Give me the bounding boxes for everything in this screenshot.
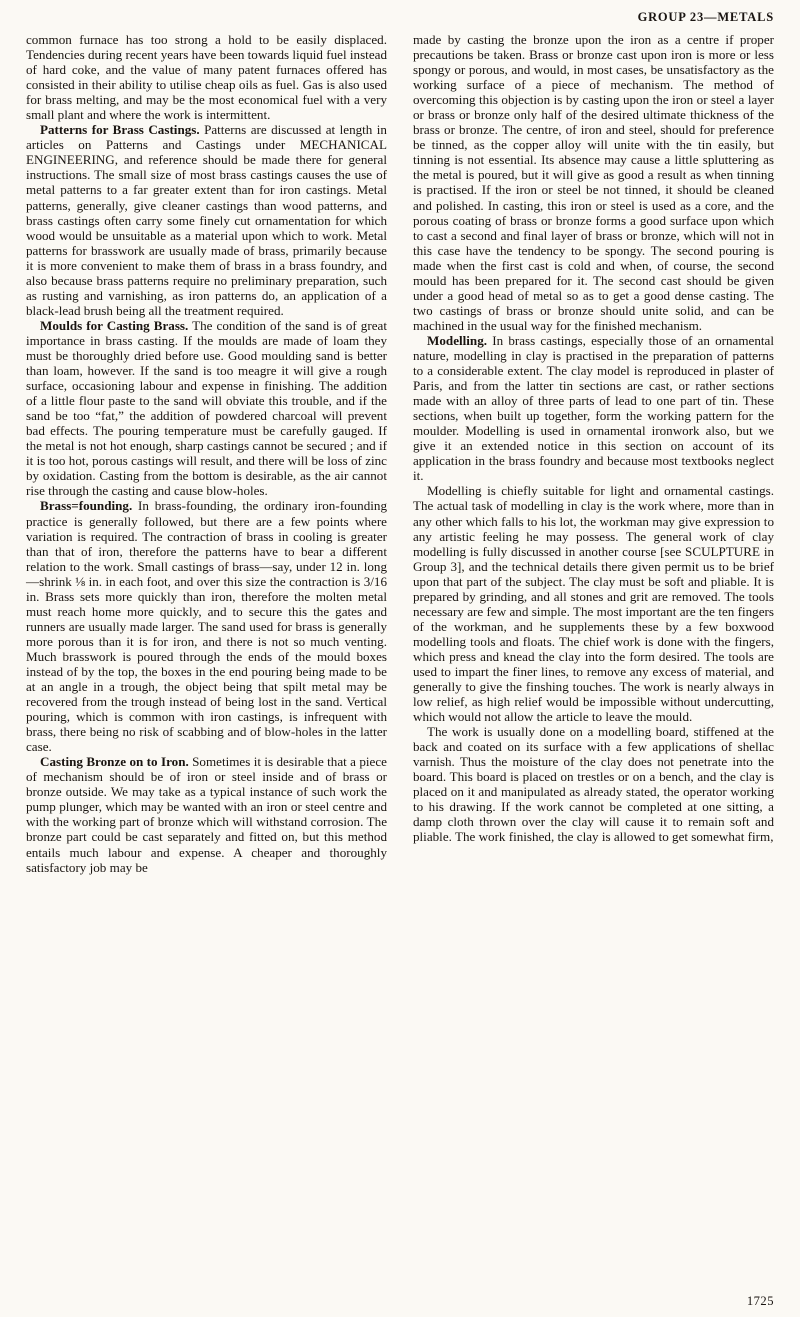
left-column	[26, 32, 387, 875]
running-head: GROUP 23—METALS	[637, 10, 774, 24]
paragraph-continued: made by casting the bronze upon the iron as a centre if proper precautions be taken. Brass or bronze cast upon iron is more or less spongy or porous, and would, in most cases, be unsatisfactory as the working surface of a piece of mechanism. The method of overcoming this objection is by casting upon the iron or steel a layer or brass or bronze only half of the desired ultimate thickness of the brass or bronze. The centre, of iron and steel, should for preference be tinned, as the copper alloy will unite with the tin easily, but tinning is not essential. Its absence may cause a little spluttering as the metal is poured, but it will give as good a result as when tinning is practised. If the iron or steel be not tinned, it should be cleaned and polished. In casting, this iron or steel is used as a core, and the porous coating of brass or bronze forms a good surface upon which to cast a second and final layer of brass or bronze, which will not in this case have the tendency to be spongy. The second pouring is made when the first cast is cold and when, of course, the second mould has been prepared for it. The second cast should be given under a good head of metal so as to get a good dense casting. The two castings of brass or bronze should unite solid, and can be machined in the usual way for the finished mechanism.	[413, 32, 774, 333]
section-moulds-for-casting-brass	[26, 318, 387, 499]
right-column	[413, 32, 774, 845]
section-casting-bronze-on-to-iron	[26, 754, 387, 874]
page-number: 1725	[746, 1294, 774, 1308]
section-body: Patterns are discussed at length in articles on Patterns and Castings under MECHANICAL ENGINEERING, and reference should be made there for general instructions. The small size of most brass castings causes the use of metal patterns to a far greater extent than for iron castings. Metal patterns, generally, give cleaner castings than wood patterns, and brass castings often carry some finely cut ornamentation for which wood would be unsuitable as a material upon which to work. Metal patterns for brasswork are usually made of brass, primarily because it is more convenient to make them of brass in a brass foundry, and also because brass patterns require no preliminary preparation, such as rusting and varnishing, as iron patterns do, an application of a black-lead brush being all the treatment required.	[26, 122, 387, 318]
paragraph-continued: common furnace has too strong a hold to be easily displaced. Tendencies during recent years have been towards liquid fuel instead of hard coke, and the value of many patent furnaces offered has consisted in their ability to utilise cheap oils as fuel. Gas is also used for brass melting, and may be the most economical fuel with a very small plant and where the work is intermittent.	[26, 32, 387, 123]
section-heading: Brass=founding.	[40, 498, 133, 514]
paragraph-modelling-clay: Modelling is chiefly suitable for light and ornamental castings. The actual task of modelling in clay is the work where, more than in any other which falls to his lot, the workman may give expression to any artistic feeling he may possess. The general work of clay modelling is fully discussed in another course [see SCULPTURE in Group 3], and the technical details there given permit us to be brief upon that part of the subject. The clay must be soft and pliable. It is prepared by grinding, and all stones and grit are removed. The tools necessary are few and simple. The most important are the ten fingers of the workman, and he supplements these by a few boxwood modelling tools and floats. The chief work is done with the fingers, which press and knead the clay into the form desired. The tools are used to impart the finer lines, to remove any excess of material, and generally to give the finshing touches. The work is nearly always in low relief, as high relief would be impossible without undercutting, which would not allow the article to leave the mould.	[413, 483, 774, 725]
paragraph-modelling-board: The work is usually done on a modelling board, stiffened at the back and coated on its surface with a few applications of shellac varnish. Thus the moisture of the clay does not penetrate into the board. This board is placed on trestles or on a bench, and the clay is placed on it and manipulated as already stated, the operator working to his drawing. If the work cannot be completed at one sitting, a damp cloth thrown over the clay will cause it to remain soft and pliable. The work finished, the clay is allowed to get somewhat firm,	[413, 724, 774, 845]
section-modelling	[413, 333, 774, 483]
section-brass-founding	[26, 498, 387, 754]
section-body: In brass castings, especially those of an ornamental nature, modelling in clay is practised in the preparation of patterns to a considerable extent. The clay model is reproduced in plaster of Paris, and from the latter tin sections are cast, or rather sections made with an alloy of three parts of lead to one part of tin. These sections, when built up together, form the working pattern for the moulder. Modelling is used in ornamental ironwork also, but we give it an extended notice in this section on account of its application in the brass foundry and because most textbooks neglect it.	[413, 332, 774, 484]
section-body: Sometimes it is desirable that a piece of mechanism should be of iron or steel inside and of brass or bronze outside. We may take as a typical instance of such work the pump plunger, which may be wanted with an iron or steel centre and with the working part of bronze which will withstand corrosion. The bronze part could be cast separately and fitted on, but this method entails much labour and expense. A cheaper and thoroughly satisfactory job may be	[26, 754, 387, 875]
section-heading: Modelling.	[427, 332, 488, 348]
section-heading: Casting Bronze on to Iron.	[40, 754, 189, 770]
section-body: The condition of the sand is of great importance in brass casting. If the moulds are made of loam they must be thoroughly dried before use. Good moulding sand is better than loam, however. If the sand is too meagre it will give a rough surface, occasioning labour and expense in finishing. The addition of a little flour paste to the sand will obviate this trouble, and if the sand be too “fat,” the addition of powdered charcoal will prevent bad effects. The pouring temperature must be carefully gauged. If the metal is not hot enough, sharp castings cannot be secured ; and if it is too hot, porous castings will result, and there will be loss of zinc by oxidation. Casting from the bottom is desirable, as the air cannot rise through the casting and cause blow-holes.	[26, 317, 387, 499]
section-body: In brass-founding, the ordinary iron-founding practice is generally followed, but there are a few points where variation is required. The contraction of brass in cooling is greater than that of iron, therefore the patterns have to bear a different relation to the work. Small castings of brass—say, under 12 in. long—shrink ⅛ in. in each foot, and over this size the contraction is 3/16 in. Brass sets more quickly than iron, therefore the molten metal must reach home more quickly, and to secure this the gates and runners are usually made larger. The sand used for brass is generally more porous than it is for iron, and there is not so much venting. Much brasswork is poured through the ends of the mould boxes instead of by the top, the boxes in the end pouring being made to be at an angle in a trough, the object being that spilt metal may be recovered from the trough instead of being lost in the sand. Vertical pouring, which is common with iron castings, is infrequent with brass, there being no risk of scabbing and of blow-holes in the latter case.	[26, 498, 387, 755]
section-patterns-for-brass-castings	[26, 122, 387, 318]
two-column-body	[26, 32, 774, 1262]
section-heading: Patterns for Brass Castings.	[40, 122, 200, 138]
section-heading: Moulds for Casting Brass.	[40, 317, 189, 333]
